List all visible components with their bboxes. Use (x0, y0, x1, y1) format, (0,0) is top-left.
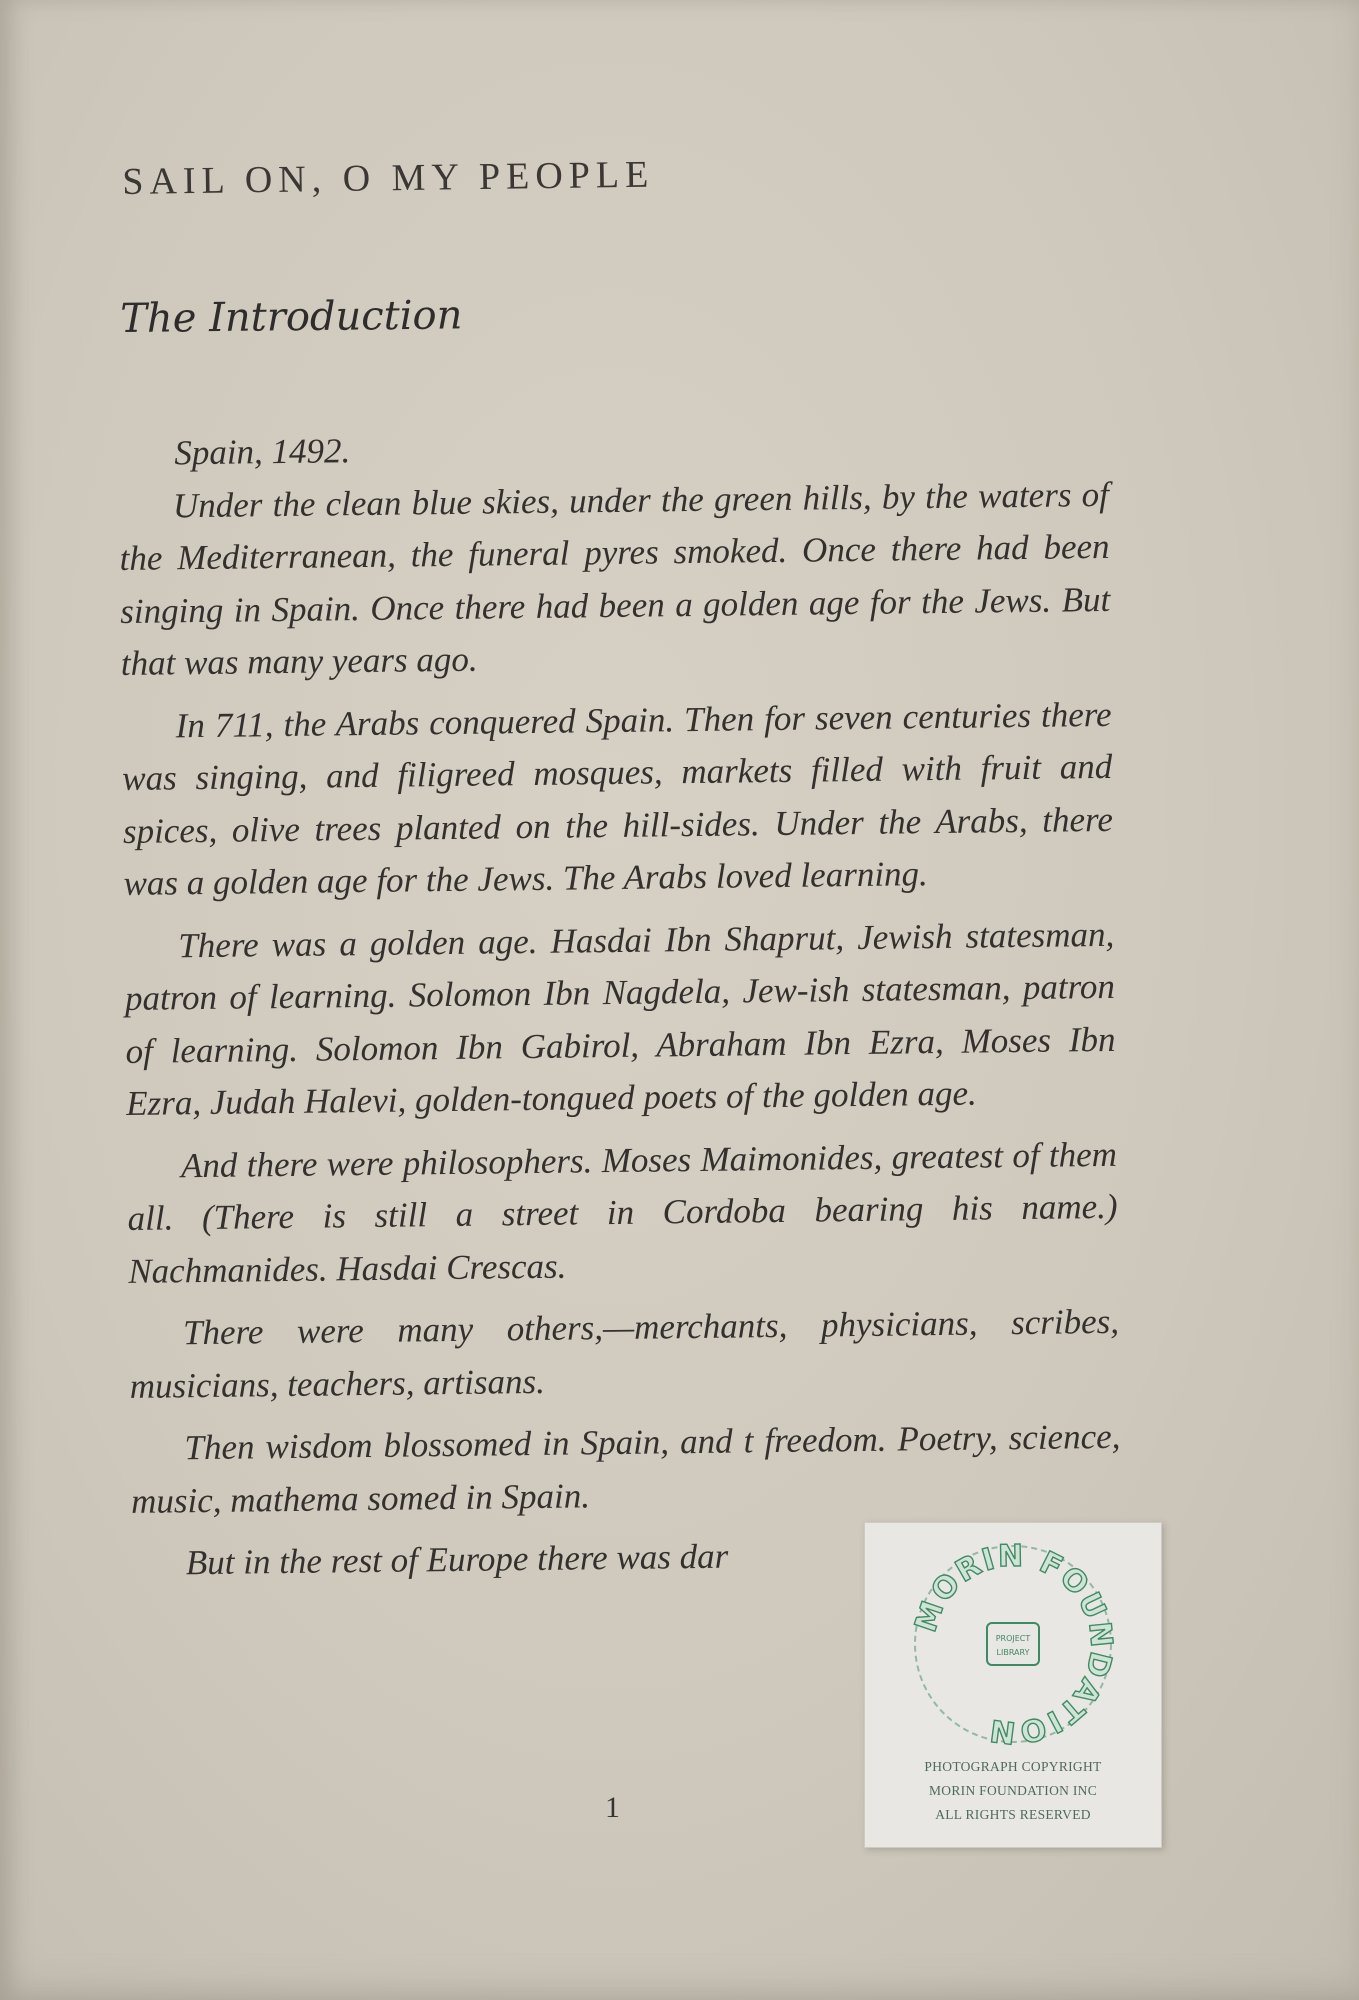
paragraph: And there were philosophers. Moses Maimonides, greatest of them all. (There is still a street in Cordoba bearing his name.) Nachmanides. Hasdai Crescas. (127, 1134, 1118, 1291)
paragraph: Under the clean blue skies, under the green hills, by the waters of the Mediterranean, the funeral pyres smoked. Once there had been singing in Spain. Once there had been a golden age for the Jews. But that was many years ago. (119, 474, 1111, 683)
svg-text:LIBRARY: LIBRARY (996, 1648, 1030, 1657)
paragraph: In 711, the Arabs conquered Spain. Then for seven centuries there was singing, and filigreed mosques, markets filled with fruit and spices, olive trees planted on the hill-sides. Under the Arabs, there was a golden age for the Jews. The Arabs loved learning. (122, 694, 1114, 903)
morin-foundation-seal-icon (897, 1537, 1129, 1751)
paragraph: There was a golden age. Hasdai Ibn Shaprut, Jewish statesman, patron of learning. Solomon Ibn Nagdela, Jew-ish statesman, patron of learning. Solomon Ibn Gabirol, Abraham Ibn Ezra, Moses Ibn Ezra, Judah Halevi, golden-tongued poets of the golden age. (124, 914, 1116, 1123)
chapter-title: The Introduction (120, 292, 463, 342)
stamp-caption (865, 1755, 1161, 1827)
stamp-caption-line: PHOTOGRAPH COPYRIGHT (924, 1759, 1102, 1774)
paragraph: But in the rest of Europe there was dar (185, 1536, 729, 1583)
paragraph: Spain, 1492. (174, 431, 351, 473)
stamp-caption-line: MORIN FOUNDATION INC (929, 1783, 1097, 1798)
running-head: SAIL ON, O MY PEOPLE (122, 153, 655, 203)
body-text (118, 416, 1122, 1601)
library-stamp (864, 1522, 1162, 1848)
paragraph: There were many others,—merchants, physicians, scribes, musicians, teachers, artisans. (129, 1301, 1120, 1406)
svg-text:PROJECT: PROJECT (995, 1634, 1031, 1643)
seal-ring-text: MORIN FOUNDATION (908, 1538, 1119, 1750)
paragraph: Then wisdom blossomed in Spain, and t freedom. Poetry, science, music, mathema somed in Spain. (130, 1416, 1121, 1521)
page-number: 1 (605, 1791, 620, 1824)
stamp-caption-line: ALL RIGHTS RESERVED (935, 1807, 1091, 1822)
